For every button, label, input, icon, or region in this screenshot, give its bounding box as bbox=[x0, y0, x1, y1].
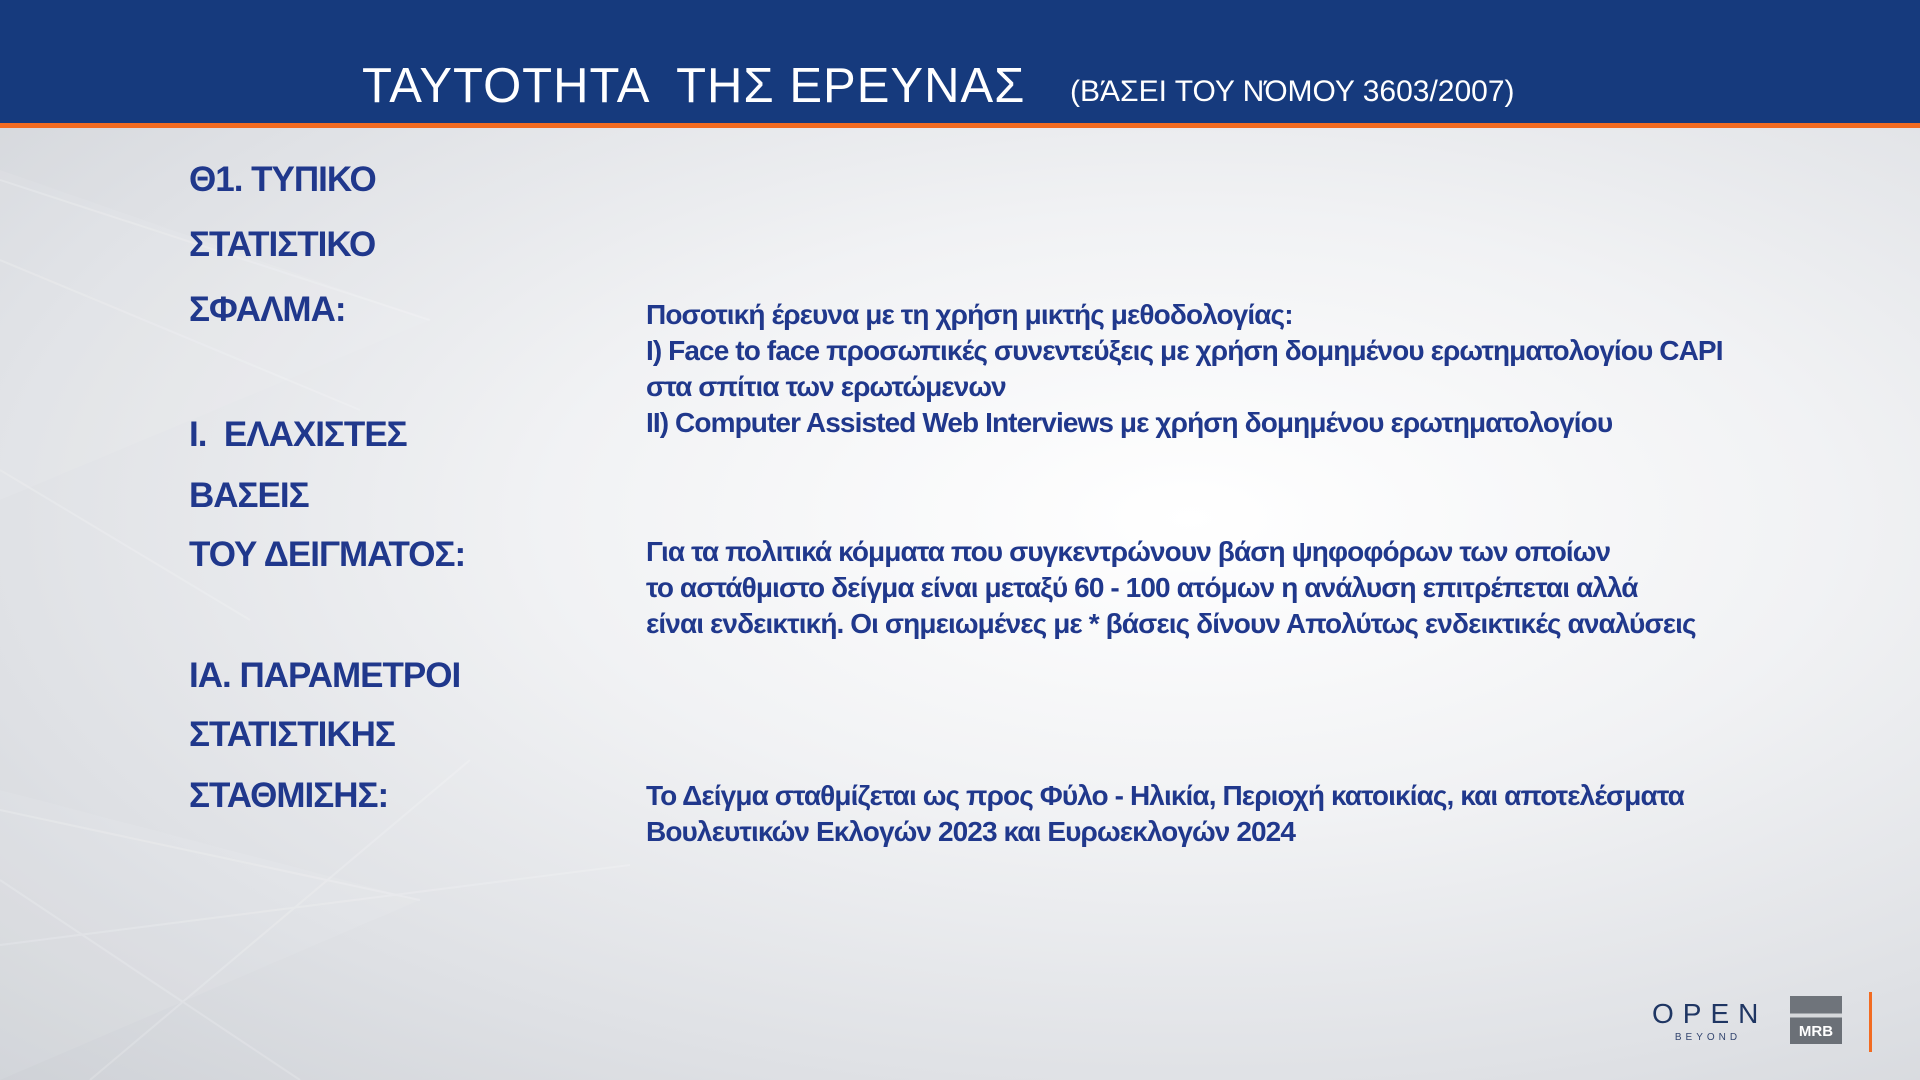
methodology-line: στα σπίτια των ερωτώμενων bbox=[646, 371, 1006, 402]
methodology-line: Ι) Face to face προσωπικές συνεντεύξεις με χρήση δομημένου ερωτηματολογίου CAPI bbox=[646, 335, 1723, 366]
methodology-text-block bbox=[646, 297, 1826, 441]
typical-error-label-line2: ΣΤΑΤΙΣΤΙΚΟ bbox=[189, 225, 376, 264]
weighting-text-block bbox=[646, 778, 1826, 850]
typical-error-label-line3: ΣΦΑΛΜΑ: bbox=[189, 290, 346, 329]
sample-bases-text-block bbox=[646, 534, 1826, 642]
mrb-logo bbox=[1790, 996, 1842, 1044]
weighting-parameters-label-line3: ΣΤΑΘΜΙΣΗΣ: bbox=[189, 776, 389, 815]
header-accent-line bbox=[0, 123, 1920, 128]
weighting-parameters-label-line1: ΙΑ. ΠΑΡΑΜΕΤΡΟΙ bbox=[189, 656, 461, 695]
footer-accent-line bbox=[1869, 992, 1872, 1052]
sample-bases-line: Για τα πολιτικά κόμματα που συγκεντρώνουν βάση ψηφοφόρων των οποίων bbox=[646, 536, 1611, 567]
page-subtitle: (ΒΆΣΕΙ ΤΟΥ ΝΌΜΟΥ 3603/2007) bbox=[1070, 75, 1515, 108]
open-logo bbox=[1652, 998, 1768, 1046]
page-title: ΤΑΥΤΟΤΗΤΑ ΤΗΣ ΕΡΕΥΝΑΣ bbox=[362, 59, 1026, 113]
open-logo-text: OPEN bbox=[1652, 998, 1768, 1029]
weighting-line: Το Δείγμα σταθμίζεται ως προς Φύλο - Ηλικία, Περιοχή κατοικίας, και αποτελέσματα bbox=[646, 780, 1684, 811]
mrb-logo-text: MRB bbox=[1798, 1023, 1834, 1040]
minimum-bases-label-line2: ΒΑΣΕΙΣ bbox=[189, 476, 309, 515]
sample-bases-line: είναι ενδεικτική. Οι σημειωμένες με * βάσεις δίνουν Απολύτως ενδεικτικές αναλύσεις bbox=[646, 608, 1696, 639]
methodology-line: Ποσοτική έρευνα με τη χρήση μικτής μεθοδολογίας: bbox=[646, 299, 1293, 330]
minimum-bases-label-line3: ΤΟΥ ΔΕΙΓΜΑΤΟΣ: bbox=[189, 535, 466, 574]
weighting-line: Βουλευτικών Εκλογών 2023 και Ευρωεκλογών 2024 bbox=[646, 816, 1296, 847]
typical-error-label-line1: Θ1. ΤΥΠΙΚΟ bbox=[189, 160, 376, 199]
minimum-bases-label-line1: Ι. ΕΛΑΧΙΣΤΕΣ bbox=[189, 415, 407, 454]
sample-bases-line: το αστάθμιστο δείγμα είναι μεταξύ 60 - 100 ατόμων η ανάλυση επιτρέπεται αλλά bbox=[646, 572, 1638, 603]
open-logo-subtext: BEYOND bbox=[1674, 1032, 1742, 1043]
methodology-line: ΙΙ) Computer Assisted Web Interviews με χρήση δομημένου ερωτηματολογίου bbox=[646, 407, 1613, 438]
weighting-parameters-label-line2: ΣΤΑΤΙΣΤΙΚΗΣ bbox=[189, 715, 395, 754]
